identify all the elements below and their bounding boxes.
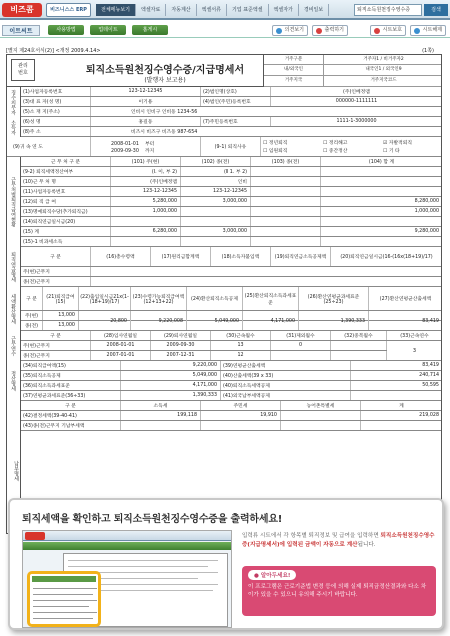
tax-cell[interactable]: 1,390,333 (121, 391, 221, 400)
earner-row-2 (21, 127, 442, 137)
preview-logo (25, 532, 45, 540)
service-cell[interactable]: 2008-01-01 (91, 341, 151, 350)
tax-row (21, 381, 442, 391)
calc-header-row (21, 287, 442, 311)
service-header: (30)근속월수 (211, 331, 271, 340)
tax-cell[interactable]: 83,419 (351, 361, 442, 370)
paid-cell[interactable] (281, 421, 361, 430)
menu-auto-calc[interactable]: 자동계산 (166, 4, 196, 16)
reason-option[interactable]: ☐ 정리해고 (323, 141, 348, 146)
service-row-label: 주(현)근무지 (21, 341, 91, 350)
menu-excel-self[interactable]: 엑셀자가 (269, 4, 299, 16)
tab-how-to-use[interactable]: 사용방법 (48, 25, 84, 35)
work-row-label: (12)퇴 직 급 여 (21, 197, 111, 206)
work-cell[interactable] (251, 217, 321, 226)
work-cell[interactable]: (Ⅱ 1. 부 2) (181, 167, 251, 176)
search-button[interactable]: 검색 (424, 4, 448, 16)
popup-description (242, 532, 438, 550)
work-row-label: (11)사업자등록번호 (21, 187, 111, 196)
work-header: (103) 종(전) (251, 157, 321, 166)
tax-row-label: (40)산출세액(39 x 33) (221, 371, 351, 380)
menu-all[interactable]: 전체메뉴보기 (96, 4, 136, 16)
paid-header: 구 분 (21, 401, 121, 410)
form-title: 퇴직소득원천징수영수증/지급명세서 (85, 65, 245, 76)
work-cell[interactable]: 9,280,000 (321, 227, 442, 236)
calc-header: (22)출입일시금21x(1-(18+19)/17) (79, 287, 131, 310)
payer-row-2 (21, 97, 442, 107)
menu-standard-excel[interactable]: 기업 표준엑셀 (227, 4, 269, 16)
tab-home[interactable]: 홈게시 (132, 25, 168, 35)
country-label: 거주지국 (264, 76, 324, 87)
calc-cell[interactable]: 13,000 (43, 321, 79, 330)
nationality-value: 내국인1 / 외국인9 (324, 65, 442, 76)
preview-toolbar (23, 542, 232, 550)
tab-update[interactable]: 업데이트 (90, 25, 126, 35)
work-row (21, 167, 442, 177)
brand-label[interactable]: 비즈니스스 ERP (46, 3, 91, 17)
unlock-icon (414, 28, 420, 34)
rep-label: (3)대 표 자(성 명) (21, 97, 91, 106)
residency-box (263, 55, 442, 87)
bizcom-logo[interactable]: 비즈콤 (2, 3, 42, 17)
earner-section-label: 소득자 (7, 117, 21, 137)
paid-cell[interactable] (201, 421, 281, 430)
calc-header: (23)수령가능퇴직급여액(12+13+22) (131, 287, 187, 310)
work-cell[interactable] (321, 217, 442, 226)
paid-cell[interactable] (121, 421, 201, 430)
work-row (21, 187, 442, 197)
work-header: (101) 주(현) (111, 157, 181, 166)
service-section-label: 근무연수 (7, 331, 21, 361)
earner-name-value[interactable]: 홍길동 (91, 117, 201, 126)
tax-cell[interactable]: 5,049,000 (121, 371, 221, 380)
print-button[interactable]: 출력하기 (312, 25, 348, 36)
work-row (21, 177, 442, 187)
work-cell[interactable]: 인비 (181, 177, 251, 186)
work-row-label: (14)퇴직연금일시금(20) (21, 217, 111, 226)
payer-section-label: 징수의무자 (7, 87, 21, 117)
calc-header: (26)환산연평균과세표준(25÷23) (299, 287, 369, 310)
paid-cell[interactable] (281, 411, 361, 420)
reason-option[interactable]: ☐ 임원퇴직 (263, 149, 288, 154)
pension-row (21, 267, 442, 277)
calc-row-current (21, 311, 442, 324)
earner-addr-label: (8)주 소 (21, 127, 91, 136)
resident-type-value: 거주자1 / 비거주자2 (324, 55, 442, 65)
management-number-box: 관리 번호 (11, 59, 35, 81)
retirement-reason-options (261, 137, 442, 156)
work-cell[interactable] (251, 167, 321, 176)
paid-row-label: (42)결정세액(39-40-41) (21, 411, 121, 420)
service-cell[interactable]: 13 (211, 341, 271, 350)
work-row-label: (15)-1 비과세소득 (21, 237, 111, 246)
preview-highlight-bar (32, 576, 96, 582)
pension-header: 구 분 (21, 247, 91, 266)
payer-row-3 (21, 107, 442, 117)
work-row (21, 237, 442, 247)
preview-line (33, 612, 97, 613)
calc-header: (24)환산퇴직소득공제 (187, 287, 243, 310)
service-header-row (21, 331, 442, 341)
tax-row-label: (39)연평균산출세액 (221, 361, 351, 370)
screenshot-preview (22, 530, 232, 628)
paid-header: 주민세 (201, 401, 281, 410)
tax-row-label: (35)퇴직소득공제 (21, 371, 121, 380)
work-cell[interactable] (111, 217, 181, 226)
tax-row (21, 391, 442, 401)
paid-cell[interactable]: 19,910 (201, 411, 281, 420)
work-cell[interactable]: 6,280,000 (111, 227, 181, 236)
popup-heading: 퇴직세액을 확인하고 퇴직소득원천징수영수증을 출력하세요! (22, 514, 283, 525)
work-header: (104) 합 계 (321, 157, 442, 166)
work-cell[interactable]: 1,000,000 (111, 207, 181, 216)
work-cell[interactable] (181, 207, 251, 216)
tax-row (21, 371, 442, 381)
preview-line (33, 618, 93, 619)
paid-cell[interactable]: 199,118 (121, 411, 201, 420)
pension-header: (20)퇴직연금일시금(16-(16x(18+19)/17) (331, 247, 442, 266)
paid-row (21, 411, 442, 421)
preview-highlight (27, 571, 101, 627)
paid-header: 소득세 (121, 401, 201, 410)
pension-row-label: 주(현)근무지 (21, 267, 91, 276)
earner-name-label: (6)성 명 (21, 117, 91, 126)
tax-cell[interactable] (351, 391, 442, 400)
work-header: 근 무 처 구 분 (21, 157, 111, 166)
work-row-label: (13)명예퇴직수당(추가퇴직금) (21, 207, 111, 216)
retirement-reason-label: (9-1) 퇴직사유 (201, 137, 261, 156)
reason-option[interactable]: ☐ 기 타 (383, 149, 400, 154)
tax-row-label: (41)외국납부세액공제 (221, 391, 351, 400)
calc-header: (25)환산퇴직소득과세표준 (243, 287, 299, 310)
earner-row-1 (21, 117, 442, 127)
work-cell[interactable] (181, 237, 251, 246)
paid-header: 계 (361, 401, 442, 410)
calc-cell[interactable]: 20,800 (79, 311, 131, 331)
pension-row-label: 종(전)근무지 (21, 277, 91, 286)
pension-header: (16)총수령액 (91, 247, 151, 266)
menu-expense-log[interactable]: 경비일보 (299, 4, 329, 16)
calc-cell[interactable]: 4,171,000 (243, 311, 299, 331)
tax-row-label: (40)퇴직소득세액공제 (221, 381, 351, 390)
service-cell[interactable] (331, 351, 387, 360)
service-row (21, 341, 387, 351)
work-cell[interactable] (321, 177, 442, 186)
calc-header: 구 분 (21, 287, 43, 310)
pension-header-row (21, 247, 442, 267)
bulb-icon: ● (254, 573, 259, 579)
sub-toolbar (0, 22, 450, 38)
preview-line (68, 560, 218, 561)
work-row-label: (15) 계 (21, 227, 111, 236)
tax-cell[interactable]: 50,595 (351, 381, 442, 390)
service-header: (32)중복월수 (331, 331, 387, 340)
tax-row-label: (37)연평균과세표준(36÷33) (21, 391, 121, 400)
service-row (21, 351, 387, 361)
corp-no-label: (4)법인(주민)등록번호 (201, 97, 271, 106)
service-cell[interactable]: 12 (211, 351, 271, 360)
calc-row-label: 주(현) (21, 311, 43, 320)
work-cell[interactable]: 5,280,000 (111, 197, 181, 206)
service-header: (29)퇴사연월일 (151, 331, 211, 340)
paid-row-label: (43)종(전)근무지 기납부세액 (21, 421, 121, 430)
tax-row-label: (34)퇴직급여액(15) (21, 361, 121, 370)
biz-no-label: (1)사업자등록번호 (21, 87, 91, 96)
tax-section-label: 정산명세 (7, 361, 21, 401)
period-label: (9)귀 속 연 도 (7, 137, 91, 156)
earner-id-value[interactable]: 1111-1-3000000 (271, 117, 442, 126)
popup-text-highlight: 퇴직소득원천징수영수증(지급명세서)에 입력된 금액이 자동으로 계산 (242, 533, 435, 548)
service-cell[interactable] (271, 351, 331, 360)
work-cell[interactable] (321, 237, 442, 246)
work-cell[interactable] (111, 237, 181, 246)
preview-top-bar (23, 531, 232, 541)
reason-option[interactable]: ☑ 자발적퇴직 (383, 141, 412, 146)
service-cell[interactable]: 0 (271, 341, 331, 350)
guide-popup (8, 498, 444, 630)
work-row (21, 197, 442, 207)
page-indicator: (1쪽) (422, 48, 434, 54)
biz-no-value[interactable]: 123-12-12345 (91, 87, 201, 96)
work-cell[interactable] (251, 207, 321, 216)
speech-bubble-icon (276, 28, 282, 34)
work-cell[interactable]: 1,000,000 (321, 207, 442, 216)
work-cell[interactable]: (주)인베정맵 (111, 177, 181, 186)
pension-row (21, 277, 442, 287)
preview-line (33, 600, 97, 601)
payer-addr-value[interactable]: 인비시 인비구 인비동 1234-56 (91, 107, 442, 116)
tax-cell[interactable]: 4,171,000 (121, 381, 221, 390)
form-title-row (7, 55, 442, 87)
service-cell[interactable] (331, 341, 387, 350)
calc-cell[interactable]: 13,000 (43, 311, 79, 320)
withholding-receipt-form (6, 54, 442, 534)
paid-cell[interactable]: 219,028 (361, 411, 442, 420)
tax-cell[interactable]: 9,220,000 (121, 361, 221, 370)
service-header: (28)입사연월일 (91, 331, 151, 340)
service-years-value[interactable]: 3 (387, 341, 442, 361)
resident-type-label: 거주구분 (264, 55, 324, 65)
reason-option[interactable]: ☐ 중간정산 (323, 149, 348, 154)
paid-cell[interactable] (361, 421, 442, 430)
menu-excel-docs[interactable]: 엑셀서류 (197, 4, 227, 16)
work-cell[interactable]: 3,000,000 (181, 227, 251, 236)
top-menu (96, 4, 329, 16)
tip-box (242, 566, 436, 616)
sheet-title: 이트씨트 (2, 25, 40, 36)
work-row-label: (10)근 무 처 명 (21, 177, 111, 186)
corp-name-label: (2)법인명(상호) (201, 87, 271, 96)
calc-section-label: 세액환산명세 (7, 287, 21, 331)
nationality-label: 내/외국인 (264, 65, 324, 76)
work-cell[interactable]: 8,280,000 (321, 197, 442, 206)
work-header-row (21, 157, 442, 167)
work-row (21, 227, 442, 237)
calc-cell[interactable]: 9,220,008 (131, 311, 187, 331)
work-cell[interactable] (321, 187, 442, 196)
payer-addr-label: (5)소 재 지(주소) (21, 107, 91, 116)
period-row (7, 137, 442, 157)
work-cell[interactable]: 123-12-12345 (111, 187, 181, 196)
tax-cell[interactable]: 240,714 (351, 371, 442, 380)
tax-row (21, 361, 442, 371)
popup-text: 입력류 시트에서 각 항목별 퇴직정보 및 급여을 입력하면 (242, 533, 381, 539)
menu-excel-data[interactable]: 엑셀자료 (136, 4, 166, 16)
tax-row-label: (36)퇴직소득과세표준 (21, 381, 121, 390)
pension-section-label: 퇴직연금명세 (7, 247, 21, 287)
service-cell[interactable]: 2009-09-30 (151, 341, 211, 350)
calc-cell[interactable]: 1,390,333 (299, 311, 369, 331)
work-row-label: (9-2) 퇴직세액정산여부 (21, 167, 111, 176)
service-cell[interactable]: 2007-01-01 (91, 351, 151, 360)
calc-header: (27)환산연평균산출세액 (369, 287, 442, 310)
opinion-button[interactable]: 의견보기 (272, 25, 308, 36)
work-cell[interactable] (251, 177, 321, 186)
work-row (21, 217, 442, 227)
work-cell[interactable] (251, 237, 321, 246)
paid-header: 농어촌특별세 (281, 401, 361, 410)
protect-sheet-button[interactable]: 시트보호 (370, 25, 406, 36)
calc-header: (21)퇴직급여(15) (43, 287, 79, 310)
search-input[interactable]: 퇴직소득원천징수영수증 (354, 4, 422, 16)
work-header: (102) 종(전) (181, 157, 251, 166)
work-cell[interactable] (251, 187, 321, 196)
calc-row-previous (21, 321, 442, 331)
service-header: 구 분 (21, 331, 91, 340)
rep-value[interactable]: 이기용 (91, 97, 201, 106)
payer-row-1 (21, 87, 442, 97)
service-header: (31)제외월수 (271, 331, 331, 340)
work-cell[interactable]: 3,000,000 (181, 197, 251, 206)
work-cell[interactable] (251, 227, 321, 236)
work-cell[interactable] (251, 197, 321, 206)
form-number: [별지 제24호서식(2)] <개정 2009.4.14> (6, 48, 101, 54)
corp-no-value[interactable]: 000000-1111111 (271, 97, 442, 106)
top-navigation-bar (0, 0, 450, 20)
tip-body: 이 프로그램은 근로기준법 변경 등에 의해 실제 퇴직금정산결과와 다소 차이가 있을 수 있으니 유의해 주시기 바랍니다. (248, 584, 427, 598)
earner-addr-value[interactable]: 비즈시 비즈구 비즈동 987-654 (91, 127, 442, 136)
preview-line (68, 566, 208, 567)
work-cell[interactable]: 123-12-12345 (181, 187, 251, 196)
paid-section-label: 납부명세 (7, 401, 21, 534)
form-subtitle: (발행자 보고용) (144, 77, 186, 84)
work-cell[interactable] (321, 167, 442, 176)
earner-id-label: (7)주민등록번호 (201, 117, 271, 126)
work-section-label: 근무처별퇴직급여현황 (7, 157, 21, 247)
country-code-label: 거주지국코드 (324, 76, 442, 87)
preview-line (33, 594, 93, 595)
pension-header: (17)원리금합계액 (151, 247, 211, 266)
corp-name-value[interactable]: (주)인베정맵 (271, 87, 442, 96)
pension-header: (19)퇴직연금소득공제액 (271, 247, 331, 266)
unprotect-sheet-button[interactable]: 시트해제 (410, 25, 446, 36)
service-cell[interactable]: 2007-12-31 (151, 351, 211, 360)
preview-line (33, 588, 97, 589)
work-cell[interactable] (181, 217, 251, 226)
printer-icon (316, 28, 322, 34)
calc-cell[interactable]: 5,049,000 (187, 311, 243, 331)
work-cell[interactable]: (Ⅰ. 이, 부 2) (111, 167, 181, 176)
calc-row-label: 종(전) (21, 321, 43, 330)
reason-option[interactable]: ☐ 정년퇴직 (263, 141, 288, 146)
pension-header: (18)소득자불입액 (211, 247, 271, 266)
period-from[interactable]: 2008-01-01 부터 (111, 141, 155, 147)
calc-cell[interactable]: 83,419 (369, 311, 442, 331)
period-range (91, 137, 201, 156)
tip-title: ● 알아두세요! (248, 570, 296, 580)
service-header: (33)근속연수 (387, 331, 442, 340)
preview-line (33, 606, 89, 607)
service-row-label: 종(전)근무지 (21, 351, 91, 360)
lock-icon (374, 28, 380, 34)
work-row (21, 207, 442, 217)
popup-text: 됩니다. (357, 542, 376, 548)
paid-row (21, 421, 442, 431)
period-to[interactable]: 2009-09-30 까지 (111, 148, 155, 154)
paid-header-row (21, 401, 442, 411)
